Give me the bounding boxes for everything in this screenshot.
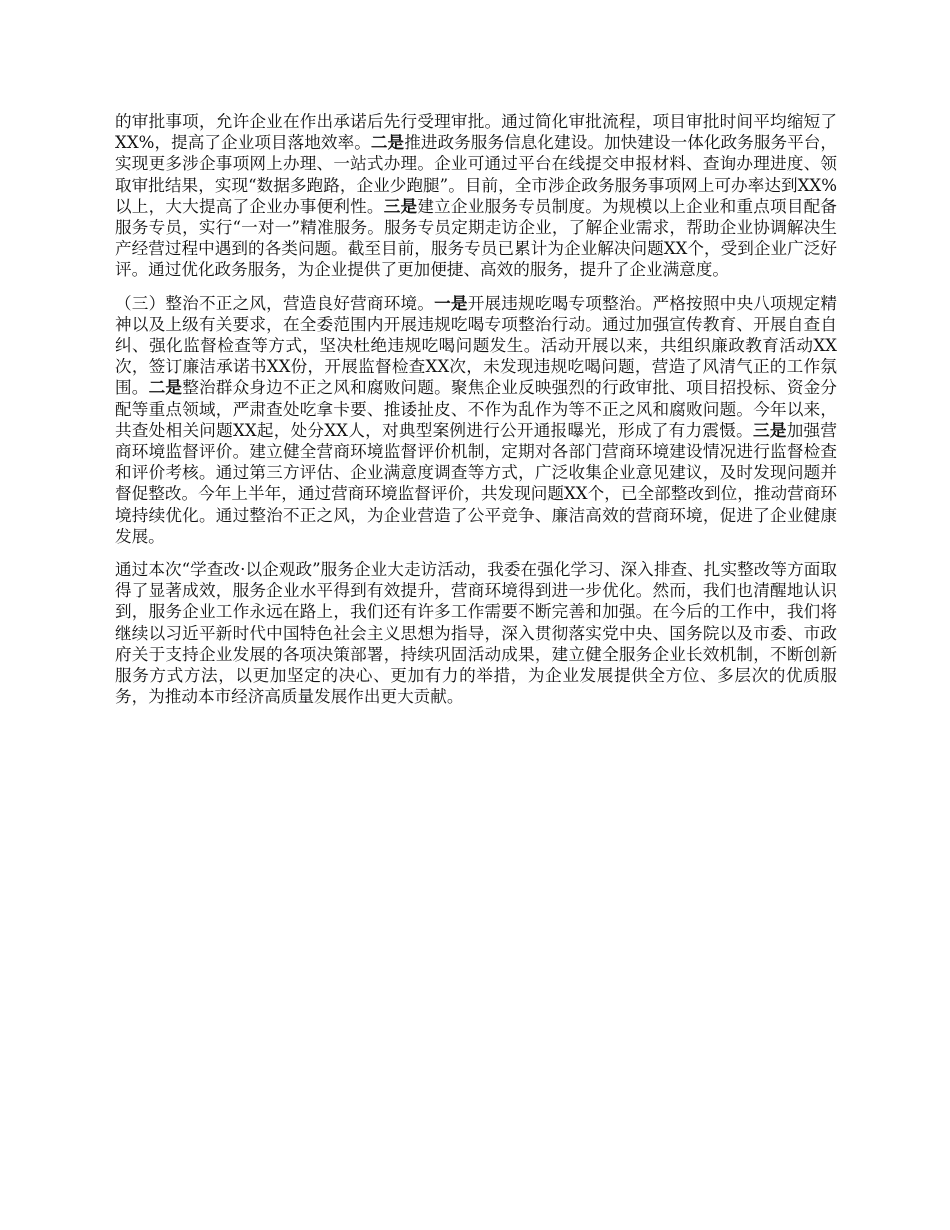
bold-marker: 二是 — [148, 377, 183, 398]
text-segment: 的审批事项，允许企业在作出承诺后先行受理审批。通过简化审批流程，项目审批时间平均缩短了XX%，提高了企业项目落地效率。 — [115, 112, 837, 153]
document-body — [115, 111, 837, 719]
text-segment: 建立企业服务专员制度。为规模以上企业和重点项目配备服务专员，实行“一对一”精准服务。服务专员定期走访企业，了解企业需求，帮助企业协调解决生产经营过程中遇到的各类问题。截至目前，服务专员已累计为企业解决问题XX个，受到企业广泛好评。通过优化政务服务，为企业提供了更加便捷、高效的服务，提升了企业满意度。 — [115, 196, 838, 280]
paragraph-government-services — [115, 111, 837, 281]
text-segment: （三）整治不正之风，营造良好营商环境。 — [115, 293, 435, 313]
bold-marker: 三是 — [383, 195, 418, 216]
paragraph-conclusion — [115, 559, 837, 707]
text-segment: 开展违规吃喝专项整治。严格按照中央八项规定精神以及上级有关要求，在全委范围内开展违规吃喝专项整治行动。通过加强宣传教育、开展自查自纠、强化监督检查等方式，坚决杜绝违规吃喝问题发生。活动开展以来，共组织廉政教育活动XX次，签订廉洁承诺书XX份，开展监督检查XX次，未发现违规吃喝问题，营造了风清气正的工作氛围。 — [115, 293, 838, 398]
bold-marker: 一是 — [434, 292, 468, 313]
bold-marker: 三是 — [752, 419, 787, 440]
text-segment: 加强营商环境监督评价。建立健全营商环境监督评价机制，定期对各部门营商环境建设情况进行监督检查和评价考核。通过第三方评估、企业满意度调查等方式，广泛收集企业意见建议，及时发现问题并督促整改。今年上半年，通过营商环境监督评价，共发现问题XX个，已全部整改到位，推动营商环境持续优化。通过整治不正之风，为企业营造了公平竞争、廉洁高效的营商环境，促进了企业健康发展。 — [115, 420, 838, 546]
paragraph-rectify-misconduct — [115, 293, 837, 547]
bold-marker: 二是 — [370, 132, 405, 153]
text-segment: 通过本次“学查改·以企观政”服务企业大走访活动，我委在强化学习、深入排查、扎实整改等方面取得了显著成效，服务企业水平得到有效提升，营商环境得到进一步优化。然而，我们也清醒地认识到，服务企业工作永远在路上，我们还有许多工作需要不断完善和加强。在今后的工作中，我们将继续以习近平新时代中国特色社会主义思想为指导，深入贯彻落实党中央、国务院以及市委、市政府关于支持企业发展的各项决策部署，持续巩固活动成果，建立健全服务企业长效机制，不断创新服务方式方法，以更加坚定的决心、更加有力的举措，为企业发展提供全方位、多层次的优质服务，为推动本市经济高质量发展作出更大贡献。 — [115, 560, 837, 707]
text-segment: 推进政务服务信息化建设。加快建设一体化政务服务平台，实现更多涉企事项网上办理、一站式办理。企业可通过平台在线提交申报材料、查询办理进度、领取审批结果，实现“数据多跑路，企业少跑腿”。目前，全市涉企政务服务事项网上可办率达到XX%以上，大大提高了企业办事便利性。 — [115, 133, 838, 216]
text-segment: 整治群众身边不正之风和腐败问题。聚焦企业反映强烈的行政审批、项目招投标、资金分配等重点领域，严肃查处吃拿卡要、推诿扯皮、不作为乱作为等不正之风和腐败问题。今年以来，共查处相关问题XX起，处分XX人，对典型案例进行公开通报曝光，形成了有力震慑。 — [115, 378, 838, 440]
